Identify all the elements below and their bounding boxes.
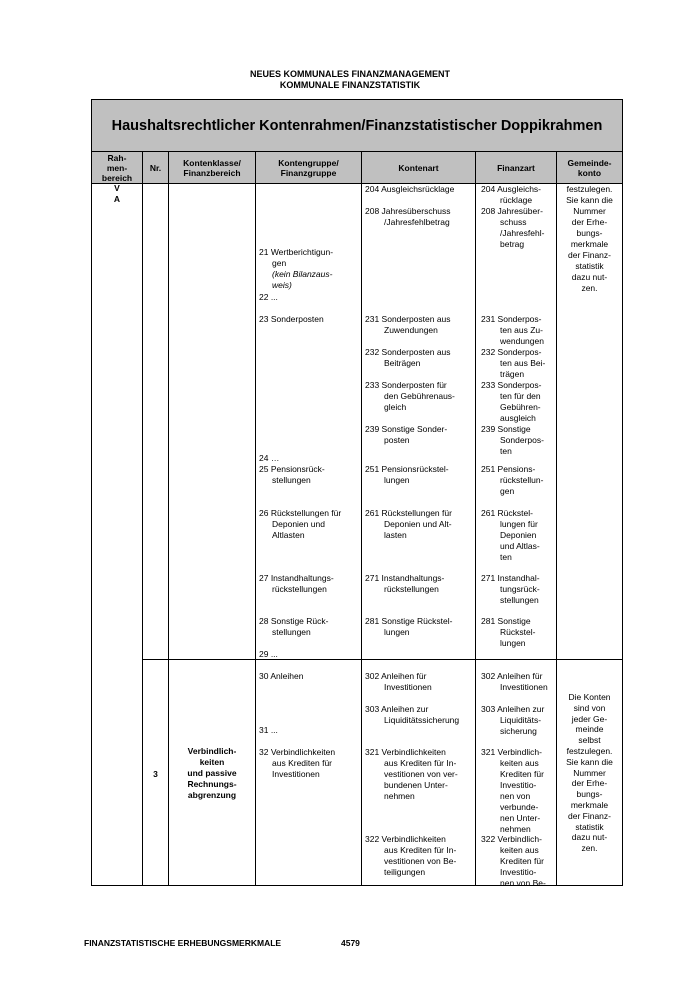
finanzart-line: rückstellun- (500, 475, 544, 485)
gruppe-line: 29 ... (259, 649, 278, 659)
kontenart-line: 321 Verbindlichkeiten (365, 747, 446, 757)
finanzart-line: Gebühren- (500, 402, 541, 412)
gruppe-line: 27 Instandhaltungs- (259, 573, 334, 583)
finanzart-line: Liquiditäts- (500, 715, 542, 725)
finanzart-line: ausgleich (500, 413, 536, 423)
header-line-2: KOMMUNALE FINANZSTATISTIK (279, 80, 421, 90)
column-header-line: bereich (101, 172, 133, 183)
gruppe-line: 31 ... (259, 725, 278, 735)
cell-text-line: selbst (578, 735, 601, 746)
grid-line (361, 152, 362, 885)
kontenart-line: 239 Sonstige Sonder- (365, 424, 448, 434)
cell-text-line: und passive (187, 768, 237, 778)
finanzart-line: rücklage (500, 195, 533, 205)
finanzart-line: und Altlas- (500, 541, 540, 551)
column-header-line: Kontenart (398, 162, 439, 173)
finanzart-line: 233 Sonderpos- (481, 380, 542, 390)
finanzart-line: keiten aus (500, 845, 539, 855)
gruppe-line: gen (272, 258, 287, 268)
cell-text-line: zen. (581, 843, 598, 854)
finanzart-line: /Jahresfehl- (500, 228, 545, 238)
cell-text-line: festzulegen. (566, 184, 613, 194)
cell-text-line: keiten (199, 757, 225, 767)
cell-text-line: Nummer (573, 767, 606, 778)
finanzart-line: 251 Pensions- (481, 464, 536, 474)
kontenart-line: aus Krediten für In- (384, 845, 457, 855)
cell-text-line: meinde (575, 724, 604, 735)
finanzart-line: lungen für (500, 519, 538, 529)
finanzart-line: 232 Sonderpos- (481, 347, 542, 357)
finanzart-line: wendungen (500, 336, 544, 346)
column-header-line: men- (106, 162, 128, 173)
finanzart-line: 231 Sonderpos- (481, 314, 542, 324)
col-head-finanzart (476, 152, 556, 184)
column-header-line: Finanzgruppe (280, 167, 337, 178)
finanzart-line: keiten aus (500, 758, 539, 768)
gruppe-line: stellungen (272, 475, 311, 485)
gruppe-line: Investitionen (272, 769, 320, 779)
grid-line (475, 152, 476, 885)
column-header-line: Kontenklasse/ (183, 157, 241, 168)
cell-text-line: der Finanz- (568, 810, 611, 821)
finanzart-line: Deponien (500, 530, 537, 540)
cell-text-line: Sie kann die (566, 756, 613, 767)
kontenart-line: 233 Sonderposten für (365, 380, 447, 390)
finanzart-line: Investitionen (500, 682, 548, 692)
gruppe-line: 26 Rückstellungen für (259, 508, 342, 518)
table-frame (91, 99, 623, 886)
cell-text-line: der Finanz- (568, 250, 611, 260)
gruppe-line: 32 Verbindlichkeiten (259, 747, 336, 757)
gruppe-line: 30 Anleihen (259, 671, 304, 681)
kontenart-line: aus Krediten für In- (384, 758, 457, 768)
finanzart-line: ten (500, 552, 512, 562)
kontenart-line: 271 Instandhaltungs- (365, 573, 445, 583)
finanzart-line: 208 Jahresüber- (481, 206, 543, 216)
cell-text-line: dazu nut- (571, 272, 608, 282)
cell-text-line: sind von (573, 702, 606, 713)
kontenart-line: gleich (384, 402, 407, 412)
kontenart-line: 231 Sonderposten aus (365, 314, 451, 324)
col-head-nr (143, 152, 168, 184)
col-head-rahmenbereich (92, 152, 142, 184)
finanzart-line: 322 Verbindlich- (481, 834, 542, 844)
gruppe-line: rückstellungen (272, 584, 327, 594)
page-number: 4579 (341, 938, 360, 948)
gruppe-line: 28 Sonstige Rück- (259, 616, 329, 626)
kontenart-line: Deponien und Alt- (384, 519, 452, 529)
kontenart-line: 302 Anleihen für (365, 671, 427, 681)
kontenart-line: rückstellungen (384, 584, 439, 594)
table-title: Haushaltsrechtlicher Kontenrahmen/Finanzstatistischer Doppikrahmen (92, 100, 622, 152)
finanzart-line: betrag (500, 239, 525, 249)
finanzart-line: schuss (500, 217, 527, 227)
cell-text-line: Verbindlich- (187, 746, 237, 756)
finanzart-line: 302 Anleihen für (481, 671, 543, 681)
section-nr: 3 (153, 769, 158, 779)
cell-text-line: Nummer (573, 206, 606, 216)
finanzart-line: tungsrück- (500, 584, 540, 594)
gruppe-line: 21 Wertberichtigun- (259, 247, 334, 257)
finanzart-line: ten (500, 446, 512, 456)
finanzart-line: Rückstel- (500, 627, 536, 637)
column-header-line: Rah- (107, 152, 127, 163)
kontenart-line: 303 Anleihen zur (365, 704, 429, 714)
cell-text-line: Die Konten (568, 692, 611, 702)
kontenart-line: den Gebührenaus- (384, 391, 455, 401)
kontenart-line: Zuwendungen (384, 325, 438, 335)
kontenart-line: lasten (384, 530, 407, 540)
cell-text-line: statistik (575, 261, 604, 271)
kontenart-line: 251 Pensionsrückstel- (365, 464, 449, 474)
gruppe-line: Deponien und (272, 519, 325, 529)
rahmenbereich-v: V (114, 183, 120, 193)
cell-text-line: jeder Ge- (571, 713, 608, 724)
document-header (0, 69, 700, 91)
cell-text-line: zen. (581, 283, 598, 293)
cell-text-line: Rechnungs- (187, 779, 237, 789)
kontenart-line: nehmen (384, 791, 415, 801)
finanzart-line: nen von (500, 791, 531, 801)
column-header-line: Finanzbereich (183, 167, 241, 178)
finanzart-line: gen (500, 486, 515, 496)
gruppe-line: weis) (272, 280, 292, 290)
kontenart-line: Investitionen (384, 682, 432, 692)
cell-text-line: merkmale (570, 800, 609, 810)
col-head-kontenart (362, 152, 475, 184)
finanzart-line: Krediten für (500, 769, 544, 779)
col-head-gemeindekonto (557, 152, 622, 184)
column-header-line: Gemeinde- (567, 157, 612, 168)
cell-text-line: bungs- (576, 228, 603, 238)
cell-text-line: merkmale (570, 239, 609, 249)
kontenart-line: 281 Sonstige Rückstel- (365, 616, 453, 626)
finanzart-line: Krediten für (500, 856, 544, 866)
finanzart-line: verbunde- (500, 802, 539, 812)
finanzart-line: 239 Sonstige (481, 424, 531, 434)
cell-text-line: festzulegen. (566, 746, 613, 756)
gruppe-line: stellungen (272, 627, 311, 637)
gruppe-line: aus Krediten für (272, 758, 333, 768)
kontenart-line: bundenen Unter- (384, 780, 448, 790)
kontenart-line: 232 Sonderposten aus (365, 347, 451, 357)
column-header-line: Nr. (149, 162, 162, 173)
finanzart-line: 261 Rückstel- (481, 508, 533, 518)
finanzart-line: nen Unter- (500, 813, 541, 823)
kontenart-line: vestitionen von ver- (384, 769, 458, 779)
cell-text-line: abgrenzung (187, 790, 237, 800)
cell-text-line: dazu nut- (571, 832, 608, 843)
kontenart-line: teiligungen (384, 867, 426, 877)
finanzart-line: 321 Verbindlich- (481, 747, 542, 757)
cell-text-line: statistik (575, 821, 604, 832)
finanzart-line: Investitio- (500, 780, 537, 790)
kontenart-line: lungen (384, 475, 410, 485)
gruppe-line: 22 ... (259, 292, 278, 302)
gruppe-line: 23 Sonderposten (259, 314, 324, 324)
section-divider (142, 659, 622, 660)
column-header-line: Finanzart (497, 162, 535, 173)
col-head-kontengruppe (256, 152, 361, 184)
gruppe-line: 24 … (259, 453, 280, 463)
kontenart-line: Liquiditätssicherung (384, 715, 460, 725)
gruppe-line: Altlasten (272, 530, 305, 540)
kontenart-line: 322 Verbindlichkeiten (365, 834, 446, 844)
kontenart-line: 261 Rückstellungen für (365, 508, 452, 518)
finanzart-line: 303 Anleihen zur (481, 704, 545, 714)
column-header-line: Kontengruppe/ (278, 157, 339, 168)
finanzart-line: trägen (500, 369, 525, 379)
finanzart-line: 281 Sonstige (481, 616, 531, 626)
finanzart-line: 271 Instandhal- (481, 573, 540, 583)
finanzart-line: stellungen (500, 595, 539, 605)
footer-title: FINANZSTATISTISCHE ERHEBUNGSMERKMALE (84, 938, 282, 948)
rahmenbereich-a: A (113, 194, 121, 204)
kontenart-line: posten (384, 435, 410, 445)
header-line-1: NEUES KOMMUNALES FINANZMANAGEMENT (250, 69, 450, 79)
kontenart-line: 208 Jahresüberschuss (365, 206, 451, 216)
finanzart-line: nen von Be- (500, 878, 546, 888)
gruppe-line: 25 Pensionsrück- (259, 464, 325, 474)
cell-text-line: der Erhe- (571, 778, 608, 789)
finanzart-line: Investitio- (500, 867, 537, 877)
kontenart-line: lungen (384, 627, 410, 637)
finanzart-line: lungen (500, 638, 526, 648)
kontenart-line: vestitionen von Be- (384, 856, 457, 866)
column-header-line: konto (577, 167, 602, 178)
gruppe-line: (kein Bilanzaus- (272, 269, 333, 279)
finanzart-line: ten für den (500, 391, 541, 401)
kontenart-line: /Jahresfehlbetrag (384, 217, 450, 227)
finanzart-line: nehmen (500, 824, 531, 834)
finanzart-line: ten aus Zu- (500, 325, 543, 335)
cell-text-line: Sie kann die (566, 195, 613, 205)
kontenart-line: 204 Ausgleichsrücklage (365, 184, 455, 194)
grid-line (255, 152, 256, 885)
finanzart-line: sicherung (500, 726, 537, 736)
kontenart-line: Beiträgen (384, 358, 421, 368)
col-head-kontenklasse (169, 152, 255, 184)
finanzart-line: 204 Ausgleichs- (481, 184, 542, 194)
finanzart-line: Sonderpos- (500, 435, 544, 445)
cell-text-line: der Erhe- (571, 217, 608, 227)
cell-text-line: bungs- (576, 789, 603, 800)
finanzart-line: ten aus Bei- (500, 358, 546, 368)
